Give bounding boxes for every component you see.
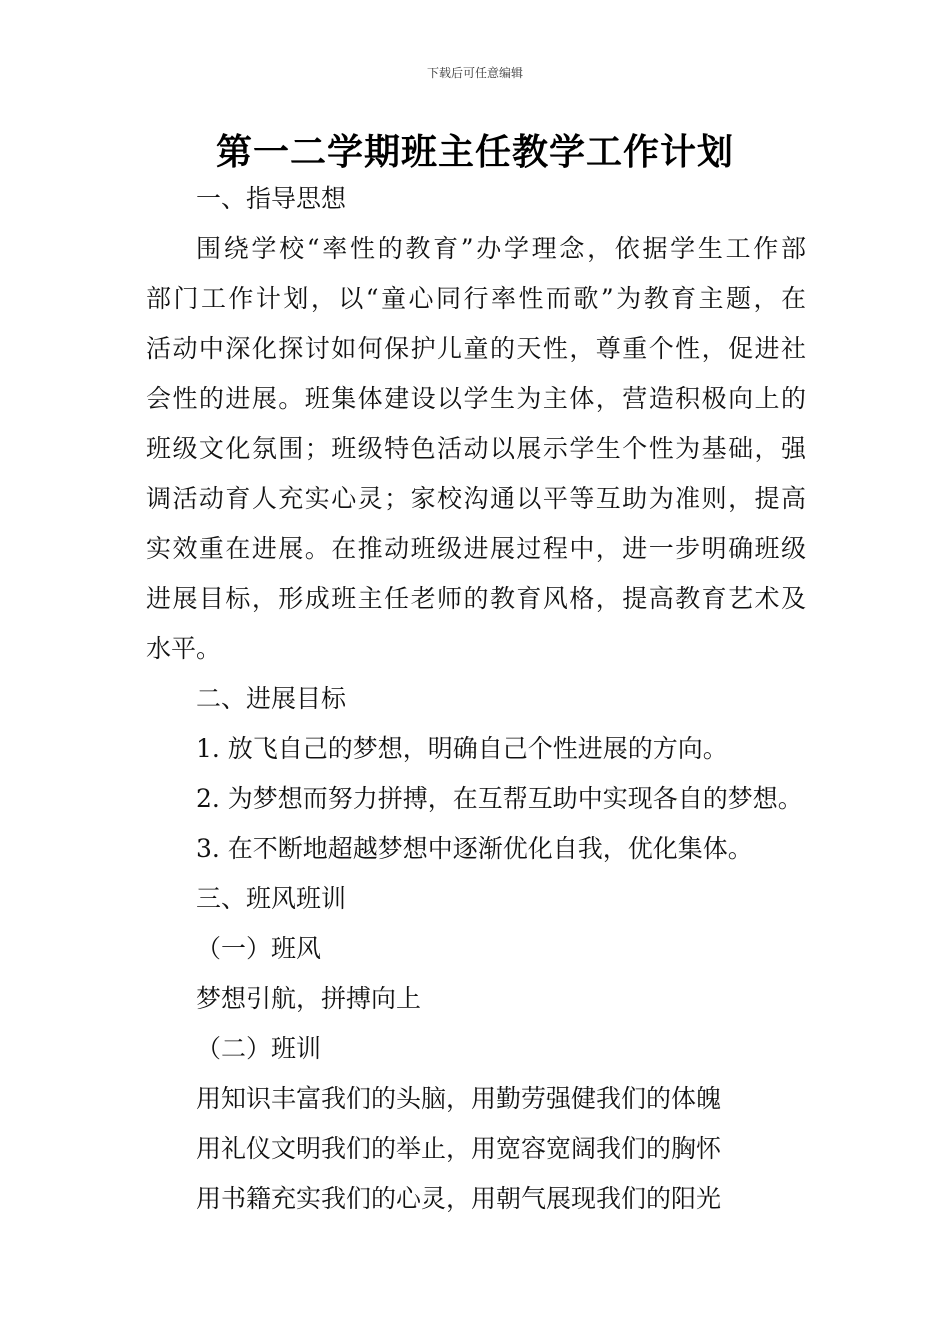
motto-line: 用礼仪文明我们的举止，用宽容宽阔我们的胸怀 (196, 1134, 722, 1163)
section-heading: 三、班风班训 (196, 884, 347, 913)
goal-item: 3. 在不断地超越梦想中逐渐优化自我，优化集体。 (196, 834, 753, 863)
section-heading: 二、进展目标 (196, 684, 347, 713)
motto-line: 用知识丰富我们的头脑，用勤劳强健我们的体魄 (196, 1084, 722, 1113)
paragraph-line: 班级文化氛围；班级特色活动以展示学生个性为基础，强 (146, 434, 806, 463)
class-style-text: 梦想引航，拼搏向上 (196, 984, 422, 1013)
paragraph-line: 围绕学校“率性的教育”办学理念，依据学生工作部 (196, 234, 806, 263)
header-note: 下载后可任意编辑 (426, 66, 523, 80)
paragraph-line: 调活动育人充实心灵；家校沟通以平等互助为准则，提高 (146, 484, 806, 513)
goal-item: 2. 为梦想而努力拼搏，在互帮互助中实现各自的梦想。 (196, 784, 803, 813)
paragraph-line: 部门工作计划，以“童心同行率性而歌”为教育主题，在 (146, 284, 806, 313)
paragraph-line: 实效重在进展。在推动班级进展过程中，进一步明确班级 (146, 534, 806, 563)
subsection-heading: （二）班训 (196, 1034, 322, 1063)
subsection-heading: （一）班风 (196, 934, 322, 963)
section-heading: 一、指导思想 (196, 184, 347, 213)
paragraph-line: 进展目标，形成班主任老师的教育风格，提高教育艺术及 (146, 584, 806, 613)
motto-line: 用书籍充实我们的心灵，用朝气展现我们的阳光 (196, 1184, 722, 1213)
goal-item: 1. 放飞自己的梦想，明确自己个性进展的方向。 (196, 734, 728, 763)
paragraph-line: 会性的进展。班集体建设以学生为主体，营造积极向上的 (146, 384, 806, 413)
document-title: 第一二学期班主任教学工作计划 (215, 132, 734, 173)
paragraph-line: 活动中深化探讨如何保护儿童的天性，尊重个性，促进社 (146, 334, 806, 363)
paragraph-line: 水平。 (146, 634, 222, 663)
